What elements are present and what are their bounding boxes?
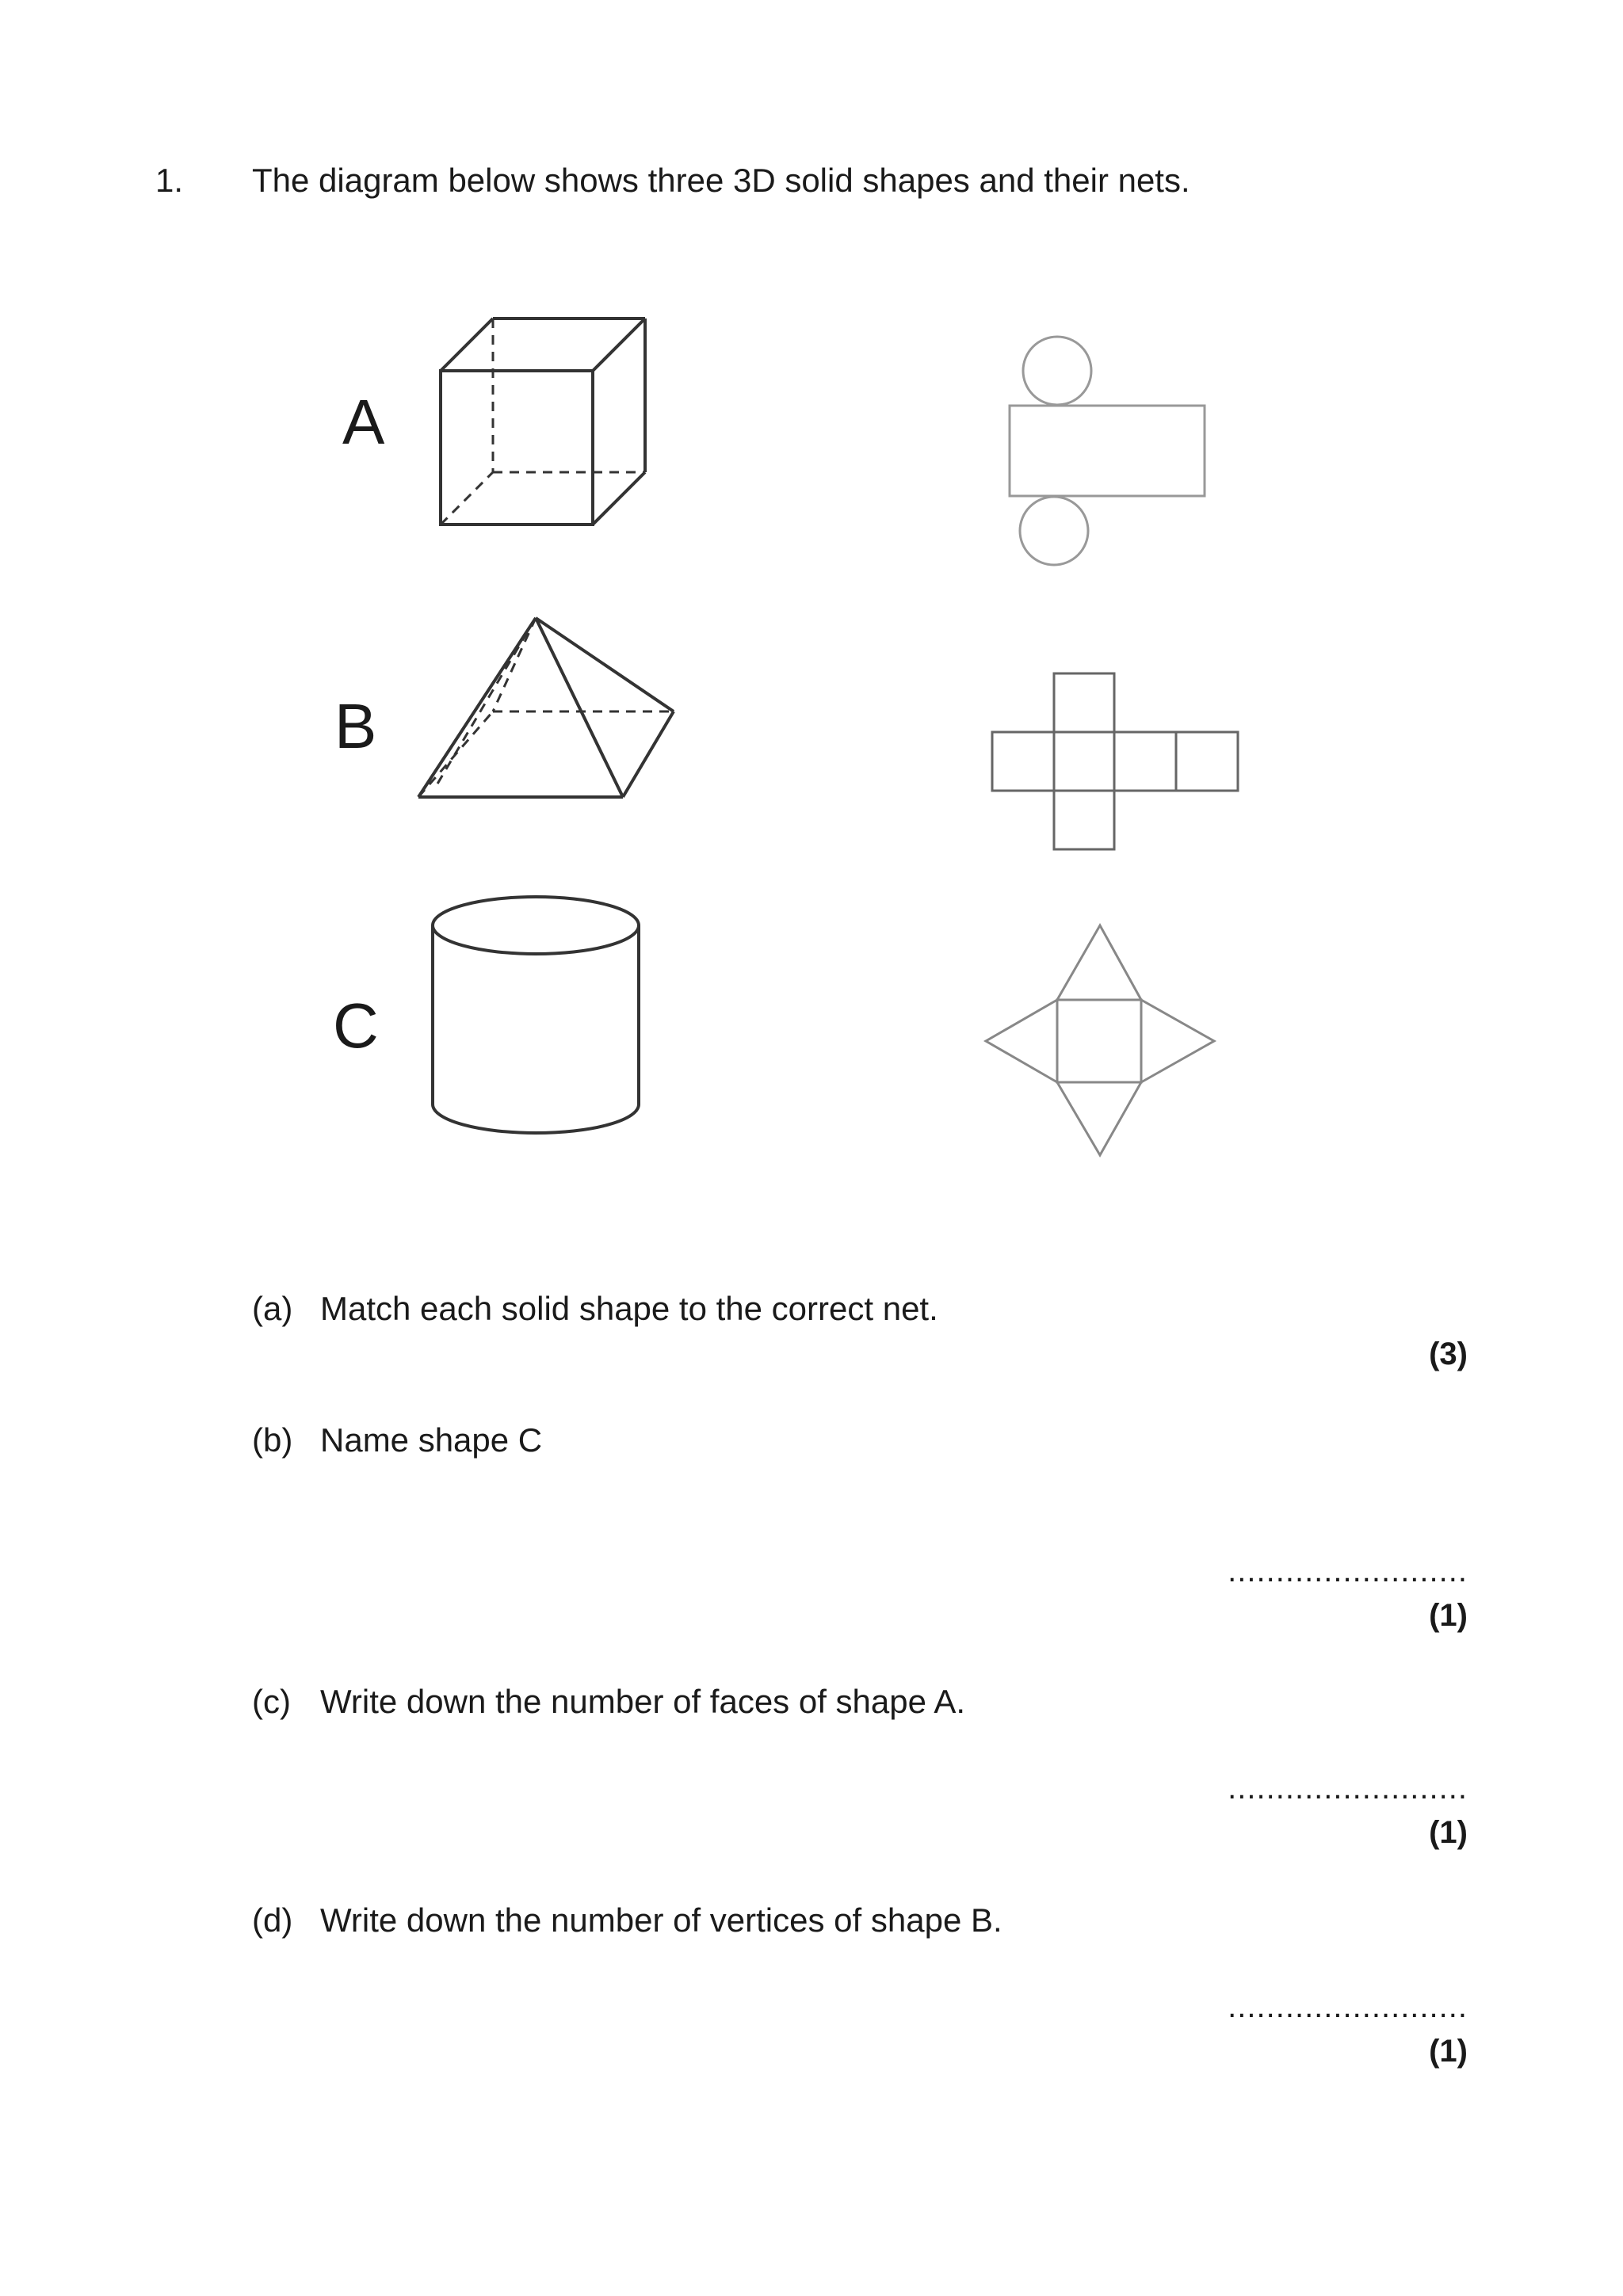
part-c xyxy=(252,1680,965,1724)
part-d-label: (d) xyxy=(252,1901,293,1939)
part-d xyxy=(252,1898,1002,1943)
part-a xyxy=(252,1287,938,1331)
shape-label-c: C xyxy=(333,990,379,1061)
part-d-text: Write down the number of vertices of shape B. xyxy=(320,1901,1002,1939)
cylinder-net xyxy=(1010,337,1205,565)
question-number: 1. xyxy=(155,162,184,199)
part-a-label: (a) xyxy=(252,1290,293,1327)
part-b-answer-line[interactable]: ......................... xyxy=(1228,1554,1468,1589)
part-d-answer-line[interactable]: ......................... xyxy=(1228,1989,1468,2024)
cube-solid xyxy=(441,318,645,524)
part-c-label: (c) xyxy=(252,1683,291,1720)
part-b-marks: (1) xyxy=(1429,1598,1468,1633)
square-pyramid-net xyxy=(986,925,1214,1155)
question-text: The diagram below shows three 3D solid shapes and their nets. xyxy=(252,162,1190,199)
cube-net xyxy=(992,673,1238,849)
square-pyramid-solid xyxy=(418,618,674,797)
part-c-marks: (1) xyxy=(1429,1815,1468,1850)
part-a-text: Match each solid shape to the correct net. xyxy=(320,1290,938,1327)
part-b-label: (b) xyxy=(252,1421,293,1459)
part-b-text: Name shape C xyxy=(320,1421,543,1459)
shape-label-b: B xyxy=(334,691,377,761)
part-b xyxy=(252,1418,542,1463)
shape-label-a: A xyxy=(342,387,385,457)
part-c-text: Write down the number of faces of shape A. xyxy=(320,1683,966,1720)
part-a-marks: (3) xyxy=(1429,1337,1468,1371)
part-d-marks: (1) xyxy=(1429,2034,1468,2069)
cylinder-solid xyxy=(433,897,639,1133)
part-c-answer-line[interactable]: ......................... xyxy=(1228,1771,1468,1806)
